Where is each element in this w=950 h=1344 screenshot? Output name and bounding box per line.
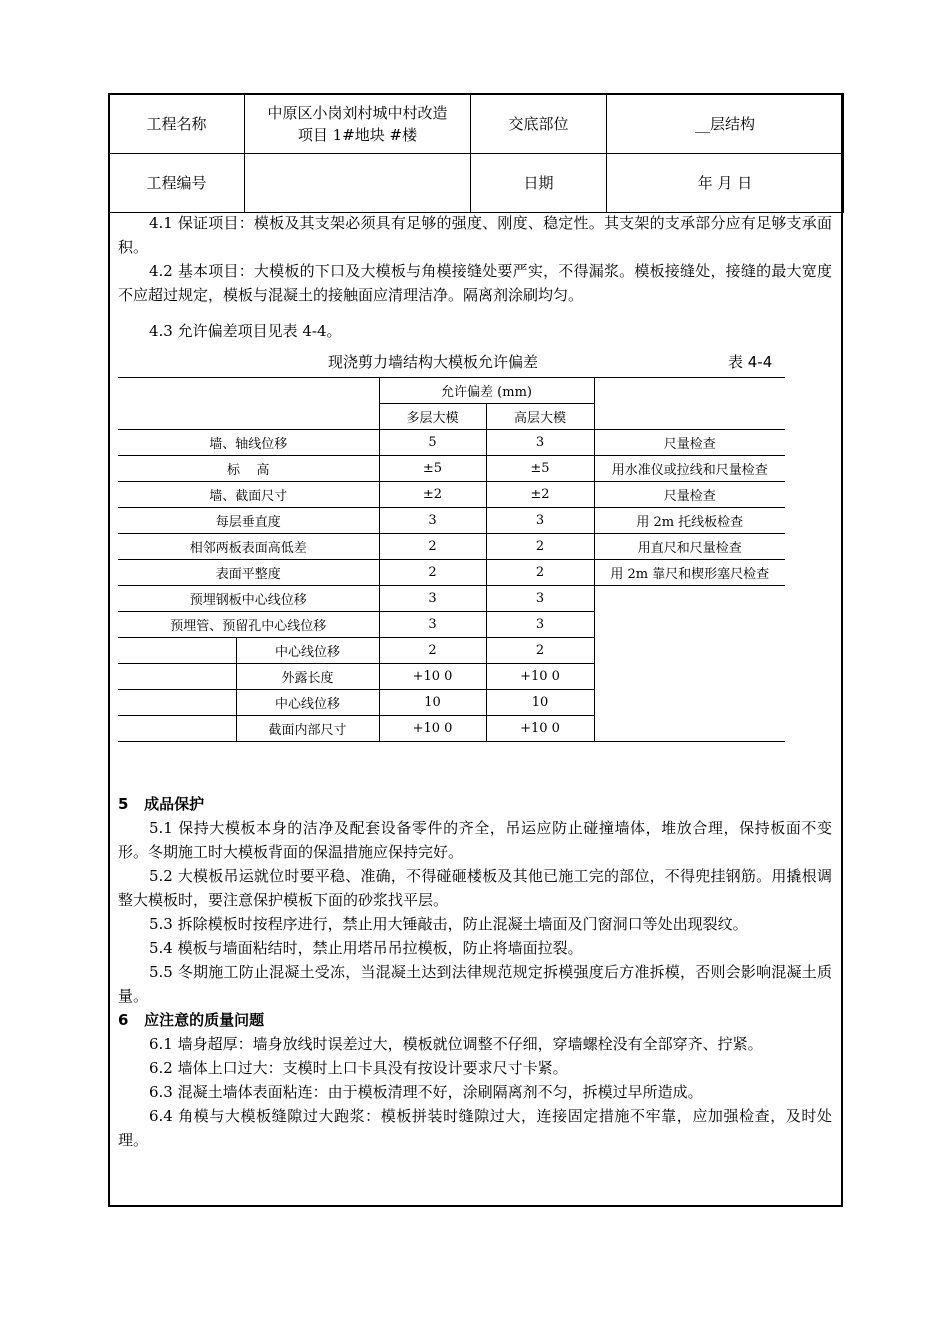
row-multi: 3 — [379, 612, 486, 638]
date-label: 日期 — [471, 154, 607, 213]
row-item: 每层垂直度 — [118, 508, 379, 534]
sub-row-multi: 10 — [379, 690, 486, 716]
para-6-4: 6.4 角模与大模板缝隙过大跑浆：模板拼装时缝隙过大，连接固定措施不牢靠，应加强检查，及时处理。 — [118, 1107, 832, 1149]
sub-row-high: 10 — [486, 690, 594, 716]
para-4-3: 4.3 允许偏差项目见表 4-4。 — [149, 322, 342, 340]
row-high: 3 — [486, 430, 594, 456]
row-multi: 2 — [379, 560, 486, 586]
row-high: 3 — [486, 612, 594, 638]
row-multi: 3 — [379, 586, 486, 612]
table-row — [118, 586, 785, 612]
row-item: 表面平整度 — [118, 560, 379, 586]
project-name-label: 工程名称 — [109, 94, 245, 154]
sub-row-multi: 2 — [379, 638, 486, 664]
sub-row-high: +10 0 — [486, 664, 594, 690]
para-4-1: 4.1 保证项目：模板及其支架必须具有足够的强度、刚度、稳定性。其支架的支承部分应有足够支承面积。 — [118, 214, 832, 256]
project-no-value — [245, 154, 471, 213]
row-multi: ±5 — [379, 456, 486, 482]
project-name-value — [245, 94, 471, 154]
para-5-2: 5.2 大模板吊运就位时要平稳、准确，不得碰砸楼板及其他已施工完的部位，不得兜挂钢筋。用撬根调整大模板时，要注意保护模板下面的砂浆找平层。 — [118, 867, 832, 909]
row-item: 相邻两板表面高低差 — [118, 534, 379, 560]
location-label: 交底部位 — [471, 94, 607, 154]
para-6-1: 6.1 墙身超厚：墙身放线时误差过大，模板就位调整不仔细，穿墙螺栓没有全部穿齐、拧紧。 — [149, 1035, 763, 1053]
table-row — [118, 534, 785, 560]
project-no-label: 工程编号 — [109, 154, 245, 213]
col-group-header: 允许偏差 (mm) — [379, 378, 594, 404]
row-method: 用水准仪或拉线和尺量检查 — [594, 456, 785, 482]
sub-row-multi: +10 0 — [379, 716, 486, 742]
header-table — [108, 93, 844, 213]
col-multi-header: 多层大模 — [379, 404, 486, 430]
table-caption — [118, 347, 832, 377]
location-value: __层结构 — [607, 94, 844, 154]
para-4-2: 4.2 基本项目：大模板的下口及大模板与角模接缝处要严实，不得漏浆。模板接缝处，接缝的最大宽度不应超过规定，模板与混凝土的接触面应清理洁净。隔离剂涂刷均匀。 — [118, 262, 832, 304]
row-multi: 5 — [379, 430, 486, 456]
row-item: 墙、轴线位移 — [118, 430, 379, 456]
section-6-heading: 6 应注意的质量问题 — [118, 1011, 265, 1029]
sub-row-multi: +10 0 — [379, 664, 486, 690]
row-method: 用直尺和尺量检查 — [594, 534, 785, 560]
row-high: 3 — [486, 586, 594, 612]
sub-row-high: 2 — [486, 638, 594, 664]
row-high: ±5 — [486, 456, 594, 482]
para-5-3: 5.3 拆除模板时按程序进行，禁止用大锤敲击，防止混凝土墙面及门窗洞口等处出现裂纹。 — [149, 915, 748, 933]
row-high: 2 — [486, 560, 594, 586]
project-name-line1: 中原区小岗刘村城中村改造 — [267, 103, 448, 122]
para-5-5: 5.5 冬期施工防止混凝土受冻，当混凝土达到法律规范规定拆模强度后方准拆模，否则会影响混凝土质量。 — [118, 963, 832, 1005]
row-high: ±2 — [486, 482, 594, 508]
para-5-4: 5.4 模板与墙面粘结时，禁止用塔吊吊拉模板，防止将墙面拉裂。 — [149, 939, 583, 957]
para-6-2: 6.2 墙体上口过大：支模时上口卡具没有按设计要求尺寸卡紧。 — [149, 1059, 568, 1077]
section-5-heading: 5 成品保护 — [118, 795, 205, 813]
row-item: 预埋管、预留孔中心线位移 — [118, 612, 379, 638]
col-high-header: 高层大模 — [486, 404, 594, 430]
para-5-1: 5.1 保持大模板本身的洁净及配套设备零件的齐全，吊运应防止碰撞墙体，堆放合理，保持板面不变形。冬期施工时大模板背面的保温措施应保持完好。 — [118, 819, 832, 861]
table-row — [118, 430, 785, 456]
table-row — [118, 456, 785, 482]
row-method: 用 2m 靠尺和楔形塞尺检查 — [594, 560, 785, 586]
sub-row-item: 中心线位移 — [236, 638, 379, 664]
table-row — [118, 482, 785, 508]
row-method: 尺量检查 — [594, 430, 785, 456]
date-value: 年 月 日 — [607, 154, 844, 213]
row-high: 3 — [486, 508, 594, 534]
tolerance-table — [118, 377, 785, 742]
sub-row-item: 截面内部尺寸 — [236, 716, 379, 742]
row-multi: ±2 — [379, 482, 486, 508]
project-name-line2: 项目 1#地块 #楼 — [297, 125, 418, 144]
table-title: 现浇剪力墙结构大模板允许偏差 — [328, 353, 539, 371]
row-method: 用 2m 托线板检查 — [594, 508, 785, 534]
sub-row-high: +10 0 — [486, 716, 594, 742]
sub-row-item: 中心线位移 — [236, 690, 379, 716]
sub-row-item: 外露长度 — [236, 664, 379, 690]
row-item: 预埋钢板中心线位移 — [118, 586, 379, 612]
content — [118, 211, 832, 1152]
row-method: 尺量检查 — [594, 482, 785, 508]
row-high: 2 — [486, 534, 594, 560]
row-multi: 2 — [379, 534, 486, 560]
table-row — [118, 560, 785, 586]
row-item: 墙、截面尺寸 — [118, 482, 379, 508]
row-multi: 3 — [379, 508, 486, 534]
table-row — [118, 508, 785, 534]
table-number: 表 4-4 — [728, 353, 773, 371]
row-item: 标 高 — [118, 456, 379, 482]
para-6-3: 6.3 混凝土墙体表面粘连：由于模板清理不好，涂刷隔离剂不匀，拆模过早所造成。 — [149, 1083, 703, 1101]
